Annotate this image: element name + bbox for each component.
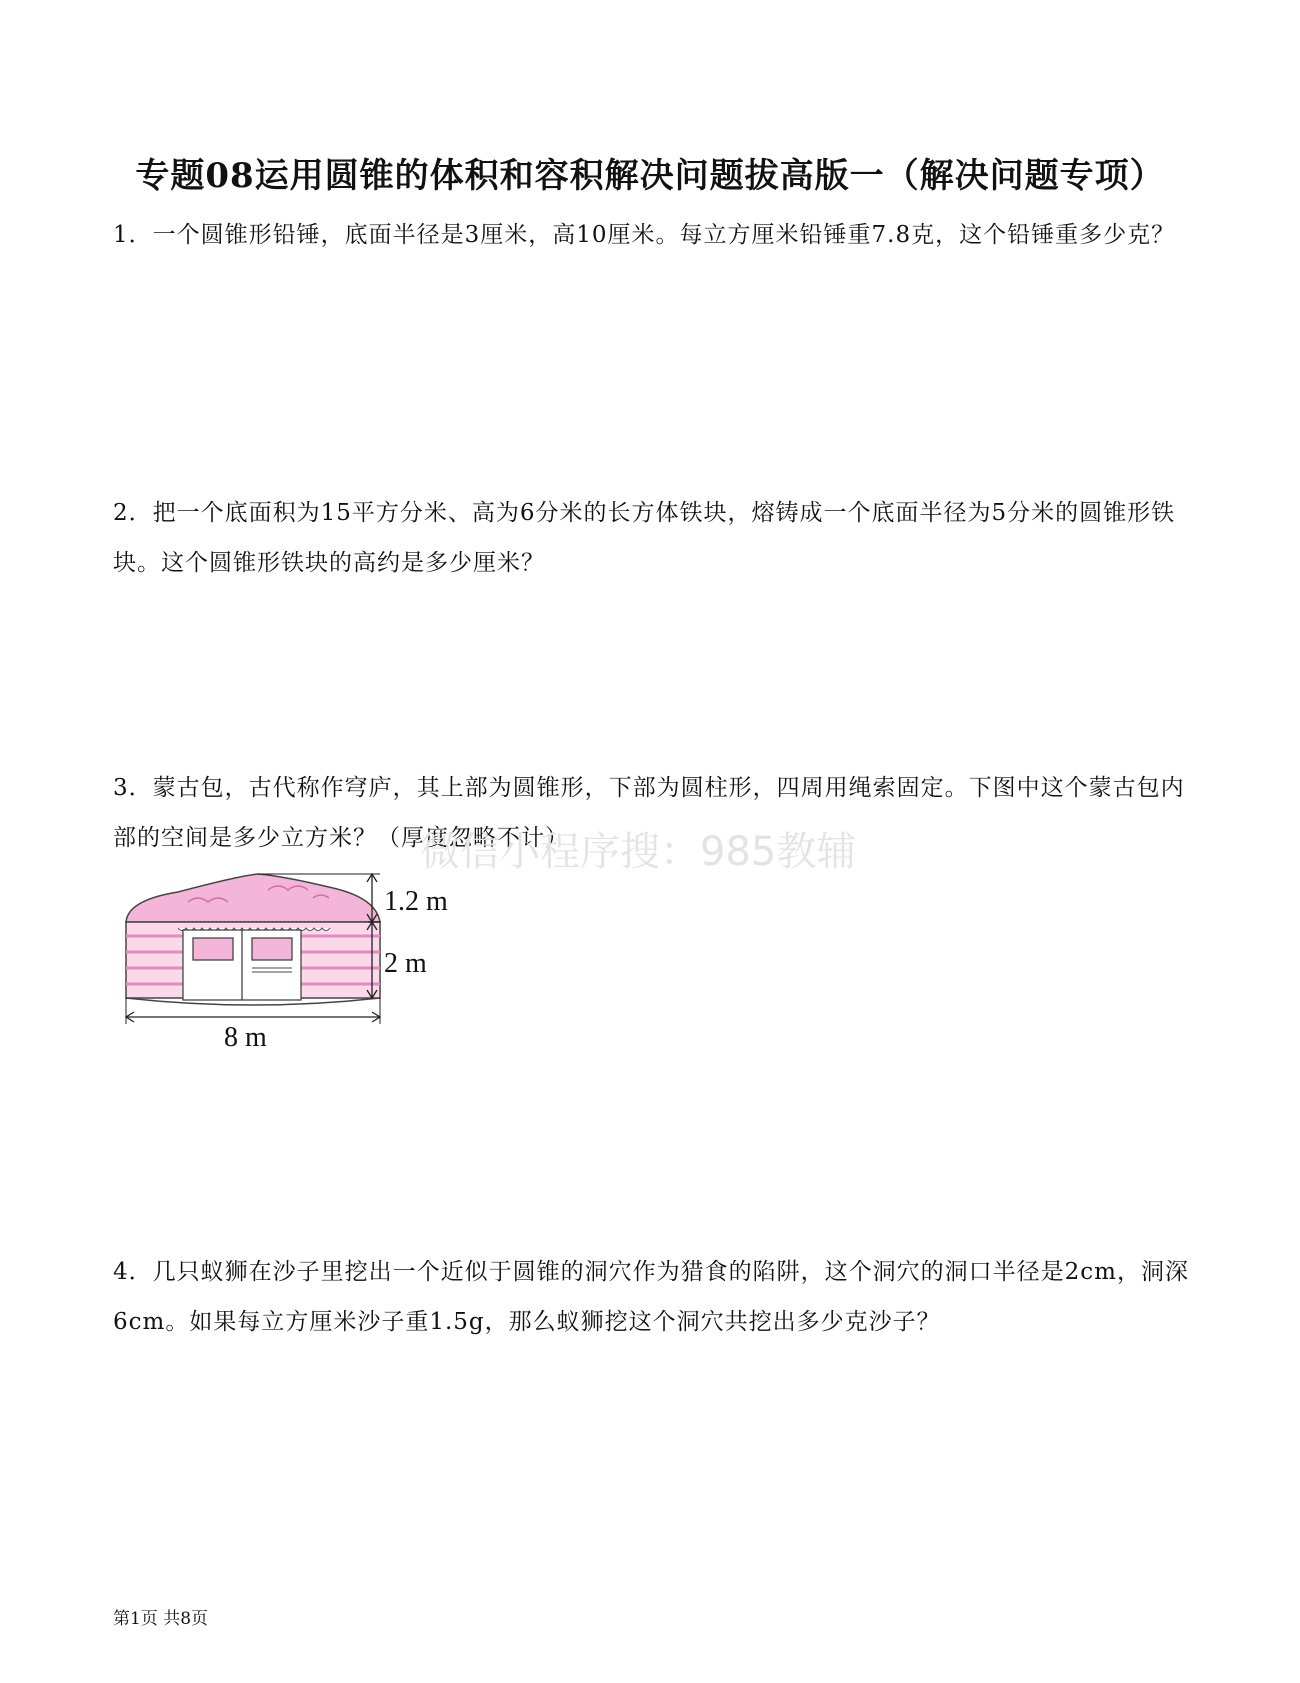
yurt-figure bbox=[118, 872, 498, 1050]
question-number: 4． bbox=[113, 1259, 153, 1285]
question-text: 把一个底面积为15平方分米、高为6分米的长方体铁块，熔铸成一个底面半径为5分米的圆锥形铁块。这个圆锥形铁块的高约是多少厘米？ bbox=[113, 500, 1176, 576]
question-3 bbox=[113, 763, 1193, 863]
question-1 bbox=[113, 210, 1193, 260]
cylinder-height-label: 2 m bbox=[384, 948, 427, 979]
page-footer: 第1页 共8页 bbox=[113, 1609, 209, 1629]
question-number: 1． bbox=[113, 222, 153, 248]
question-text: 一个圆锥形铅锤，底面半径是3厘米，高10厘米。每立方厘米铅锤重7.8克，这个铅锤重多少克？ bbox=[152, 222, 1176, 248]
question-number: 3． bbox=[113, 775, 153, 801]
yurt-roof bbox=[126, 874, 380, 922]
yurt-window bbox=[193, 938, 233, 960]
question-2 bbox=[113, 488, 1193, 588]
yurt-window bbox=[252, 938, 292, 960]
question-text: 蒙古包，古代称作穹庐，其上部为圆锥形，下部为圆柱形，四周用绳索固定。下图中这个蒙古包内部的空间是多少立方米？（厚度忽略不计） bbox=[113, 775, 1185, 851]
diameter-label: 8 m bbox=[224, 1022, 267, 1050]
question-number: 2． bbox=[113, 500, 153, 526]
question-4 bbox=[113, 1247, 1193, 1347]
cone-height-label: 1.2 m bbox=[384, 886, 448, 917]
watermark: 微信小程序搜：985教辅 bbox=[420, 829, 857, 875]
document-title: 专题08运用圆锥的体积和容积解决问题拔高版一（解决问题专项） bbox=[135, 156, 1165, 196]
question-text: 几只蚁狮在沙子里挖出一个近似于圆锥的洞穴作为猎食的陷阱，这个洞穴的洞口半径是2cm，洞深6cm。如果每立方厘米沙子重1.5g，那么蚁狮挖这个洞穴共挖出多少克沙子？ bbox=[113, 1259, 1189, 1335]
